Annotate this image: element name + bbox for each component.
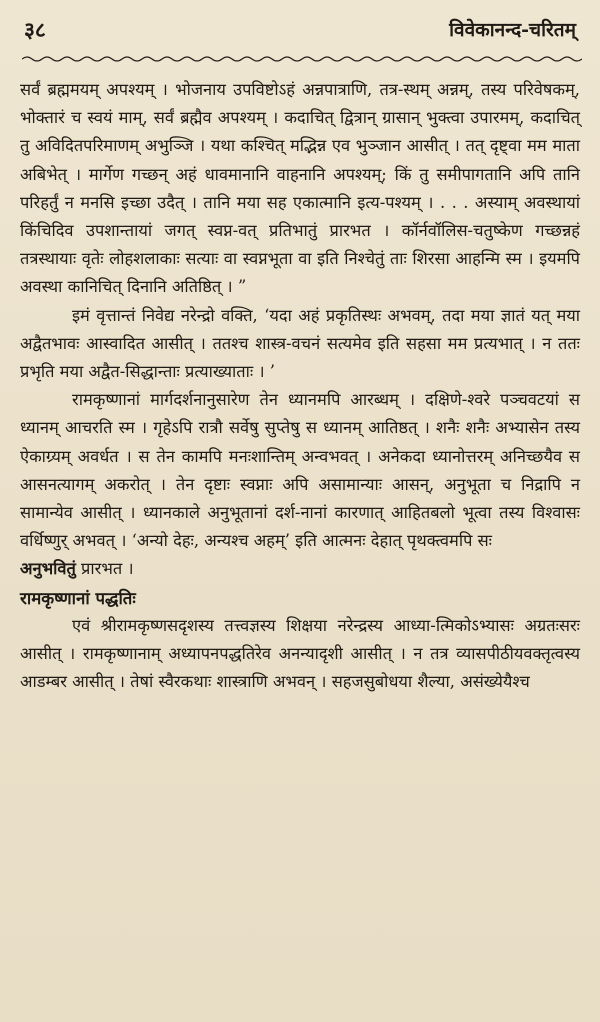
paragraph-2: इमं वृत्तान्तं निवेद्य नरेन्द्रो वक्ति, ‘यदा अहं प्रकृतिस्थः अभवम्, तदा मया ज्ञातं यत् मया अद्वैतभावः आस्वादित आसीत् । ततश्च शास्त्र-वचनं सत्यमेव इति सहसा मम प्रत्यभात् । न ततः प्रभृति मया अद्वैत-सिद्धान्ताः प्रत्याख्याताः । ’ xyxy=(20,305,580,382)
paragraph-4: एवं श्रीरामकृष्णसदृशस्य तत्त्वज्ञस्य शिक्षया नरेन्द्रस्य आध्या-त्मिकोऽभ्यासः अग्रतःसरः आसीत् । रामकृष्णानाम् अध्यापनपद्धतिरेव अनन्यादृशी आसीत् । न तत्र व्यासपीठीयवक्तृत्वस्य आडम्बर आसीत् । तेषां स्वैरकथाः शास्त्राणि अभवन् । सहजसुबोधया शैल्या, असंख्येयैश्च xyxy=(20,615,580,692)
paragraph-3-text: रामकृष्णानां मार्गदर्शनानुसारेण तेन ध्यानमपि आरब्धम् । दक्षिणे-श्वरे पञ्चवटयां स ध्यानम् आचरति स्म । गृहेऽपि रात्रौ सर्वेषु सुप्तेषु स ध्यानम् आतिष्ठत् । शनैः शनैः अभ्यासेन तस्य ऐकाग्र्यम् अवर्धत । स तेन कामपि मनःशान्तिम् अन्वभवत् । अनेकदा ध्यानोत्तरम् अनिच्छयैव स आसनत्यागम् अकरोत् । तेन दृष्टाः स्वप्नाः अपि असामान्याः आसन्, अनुभूता च निद्रापि न सामान्येव आसीत् । ध्यानकाले अनुभूतानां दर्श-नानां कारणात् आहितबलो भूत्वा तस्य विश्वासः वर्धिष्णुर् अभवत् । ‘अन्यो देहः, अन्यश्च अहम्’ इति आत्मनः देहात् पृथक्त्वमपि सः xyxy=(20,390,580,551)
paragraph-3 xyxy=(20,386,580,583)
paragraph-1: सर्वं ब्रह्ममयम् अपश्यम् । भोजनाय उपविष्टोऽहं अन्नपात्राणि, तत्र-स्थम् अन्नम्, तस्य परिवेषकम्, भोक्तारं च स्वयं माम्, सर्वं ब्रह्मैव अपश्यम् । कदाचित् द्वित्रान् ग्रासान् भुक्त्वा उपारमम्, कदाचित् तु अविदितपरिमाणम् अभुञ्जि । यथा कश्चित् मद्भिन्न एव भुञ्जान आसीत् । तत् दृष्ट्वा मम माता अबिभेत् । मार्गेण गच्छन् अहं धावमानानि वाहनानि अपश्यम्; किं तु समीपागतानि अपि तानि परिहर्तुं न मनसि इच्छा उदैत् । तानि मया सह एकात्मानि इत्य-पश्यम् । . . . अस्याम् अवस्थायां किंचिदिव उपशान्तायां जगत् स्वप्न-वत् प्रतिभातुं प्रारभत । कॉर्नवॉलिस-चतुष्केण गच्छन्नहं तत्रस्थायाः वृतेः लोहशलाकाः सत्याः वा स्वप्नभूता वा इति निश्चेतुं ताः शिरसा आहन्मि स्म । इयमपि अवस्था कानिचित् दिनानि अतिष्ठित् । ” xyxy=(20,80,580,297)
page-header xyxy=(22,12,580,52)
paragraph-3-bold-word: अनुभवितुं xyxy=(20,559,76,579)
page-number: ३८ xyxy=(24,17,46,42)
paragraph-3-tail: प्रारभत । xyxy=(75,559,134,579)
header-wavy-rule xyxy=(22,54,582,64)
body-text xyxy=(20,76,580,696)
section-heading: रामकृष्णानां पद्धतिः xyxy=(20,587,136,608)
running-title: विवेकानन्द-चरितम् xyxy=(449,19,576,41)
